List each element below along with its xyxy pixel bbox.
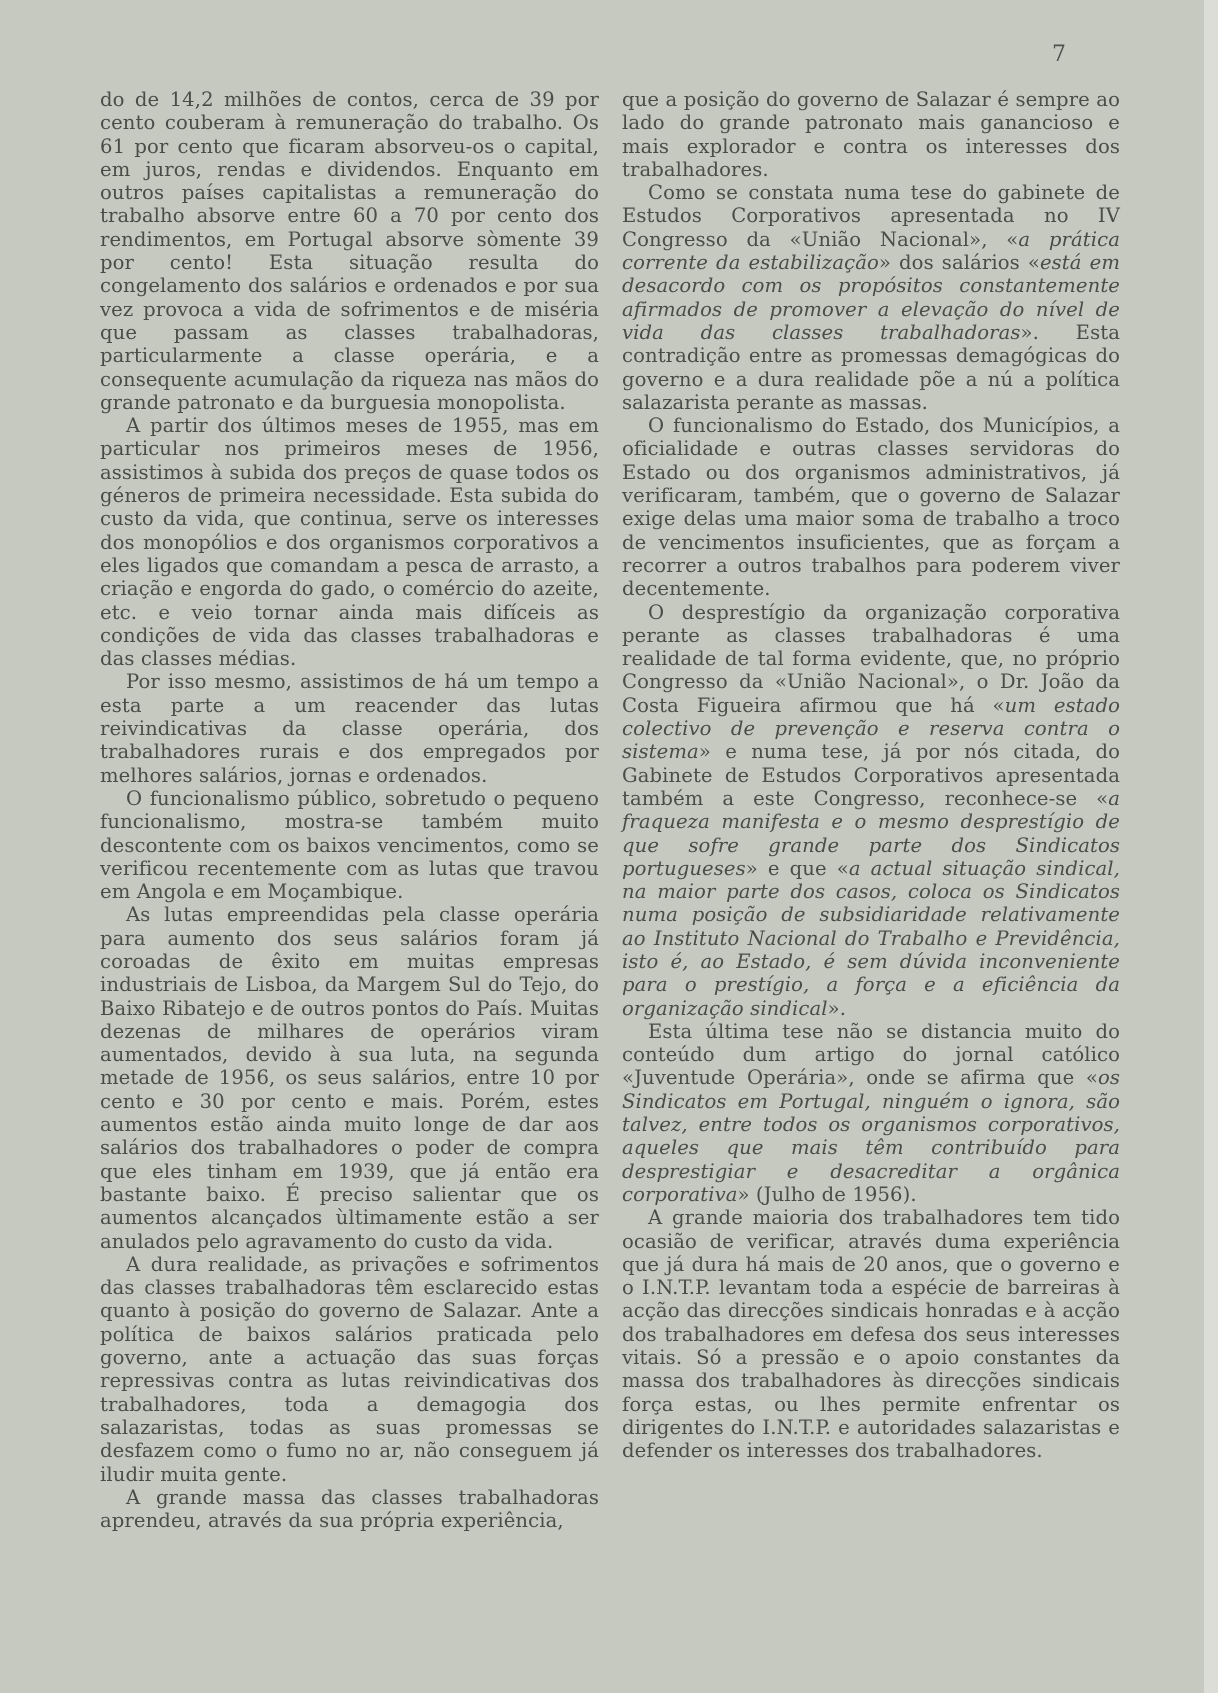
paragraph [622,1206,1120,1462]
text-run: Por isso mesmo, assistimos de há um tempo a esta parte a um reacender das lutas reivindicativas da classe operária, dos trabalhadores rurais e dos empregados por melhores salários, jornas e ordenados. [100,670,599,787]
text-column-right [622,88,1120,1463]
paragraph [622,414,1120,600]
italic-quote: a actual situação sindical, na maior parte dos casos, coloca os Sindicatos numa posição de subsidiaridade relativamente ao Instituto Nacional do Trabalho e Previdência, isto é, ao Estado, é sem dúvida inconveniente para o prestígio, a força e a eficiência da organização sindical [622,856,1120,1020]
italic-quote: está em desacordo com os propósitos constantemente afirmados de promover a elevação do nível de vida das classes trabalhadoras [622,251,1121,344]
text-run: do de 14,2 milhões de contos, cerca de 39 por cento couberam à remuneração do trabalho. Os 61 por cento que ficaram absorveu-os o capital, em juros, rendas e dividendos. Enquanto em outros países capitalistas a remuneração do trabalho absorve entre 60 a 70 por cento dos rendimentos, em Portugal absorve sòmente 39 por cento! Esta situação resulta do congelamento dos salários e ordenados e por sua vez provoca a vida de sofrimentos e de miséria que passam as classes trabalhadoras, particularmente a classe operária, e a consequente acumulação da riqueza nas mãos do grande patronato e da burguesia monopolista. [100,88,599,414]
paragraph [100,414,599,670]
page-number: 7 [1052,42,1066,67]
text-run: » (Julho de 1956). [737,1182,917,1206]
italic-quote: os Sindicatos em Portugal, ninguém o ignora, são talvez, entre todos os organismos corporativos, aqueles que mais têm contribuído para desprestigiar e desacreditar a orgânica corporativa [622,1066,1120,1206]
text-column-left [100,88,599,1532]
paragraph [622,181,1120,414]
text-run: A grande maioria dos trabalhadores tem tido ocasião de verificar, através duma experiência que já dura há mais de 20 anos, que o governo e o I.N.T.P. levantam toda a espécie de barreiras à acção das direcções sindicais honradas e à acção dos trabalhadores em defesa dos seus interesses vitais. Só a pressão e o apoio constantes da massa dos trabalhadores às direcções sindicais força estas, ou lhes permite enfrentar os dirigentes do I.N.T.P. e autoridades salazaristas e defender os interesses dos trabalhadores. [622,1206,1120,1463]
paragraph [100,787,599,903]
text-run: A grande massa das classes trabalhadoras aprendeu, através da sua própria experiência, [100,1485,599,1533]
text-run: Esta última tese não se distancia muito do conteúdo dum artigo do jornal católico «Juventude Operária», onde se afirma que « [622,1019,1120,1090]
text-run: ». Esta contradição entre as promessas demagógicas do governo e a dura realidade põe a nú a política salazarista perante as massas. [622,320,1120,414]
paragraph [100,88,599,414]
text-run: ». [827,996,847,1020]
paragraph [100,670,599,786]
text-run: O funcionalismo do Estado, dos Municípios, a oficialidade e outras classes servidoras do Estado ou dos organismos administrativos, já verificaram, também, que o governo de Salazar exige delas uma maior soma de trabalho a troco de vencimentos insuficientes, que as forçam a recorrer a outros trabalhos para poderem viver decentemente. [622,414,1120,601]
italic-quote: a prática corrente da estabilização [622,227,1120,275]
text-run: A dura realidade, as privações e sofrimentos das classes trabalhadoras têm esclarecido estas quanto à posição do governo de Salazar. Ante a política de baixos salários praticada pelo governo, ante a actuação das suas forças repressivas contra as lutas reivindicativas dos trabalhadores, toda a demagogia dos salazaristas, todas as suas promessas se desfazem como o fumo no ar, não conseguem já iludir muita gente. [100,1252,599,1486]
text-run: » e que « [745,856,849,880]
paragraph [622,1020,1120,1206]
text-run: » e numa tese, já por nós citada, do Gabinete de Estudos Corporativos apresentada também a este Congresso, reconhece-se « [622,740,1120,810]
page-edge [1204,0,1218,1693]
paragraph [100,1486,599,1533]
text-run: A partir dos últimos meses de 1955, mas em particular nos primeiros meses de 1956, assistimos à subida dos preços de quase todos os géneros de primeira necessidade. Esta subida do custo da vida, que continua, serve os interesses dos monopólios e dos organismos corporativos a eles ligados que comandam a pesca de arrasto, a criação e engorda do gado, o comércio do azeite, etc. e veio tornar ainda mais difíceis as condições de vida das classes trabalhadoras e das classes médias. [100,414,599,671]
text-run: Como se constata numa tese do gabinete de Estudos Corporativos apresentada no IV Congresso da «União Nacional», « [622,181,1120,251]
paragraph [622,88,1120,181]
text-run: O desprestígio da organização corporativa perante as classes trabalhadoras é uma realidade de tal forma evidente, que, no próprio Congresso da «União Nacional», o Dr. João da Costa Figueira afirmou que há « [622,600,1120,717]
text-run: » dos salários « [878,251,1040,275]
italic-quote: a fraqueza manifesta e o mesmo desprestígio de que sofre grande parte dos Sindicatos portugueses [622,786,1120,880]
text-run: O funcionalismo público, sobretudo o pequeno funcionalismo, mostra-se também muito descontente com os baixos vencimentos, como se verificou recentemente com as lutas que travou em Angola e em Moçambique. [100,786,599,904]
text-run: As lutas empreendidas pela classe operária para aumento dos seus salários foram já coroadas de êxito em muitas empresas industriais de Lisboa, da Margem Sul do Tejo, do Baixo Ribatejo e de outros pontos do País. Muitas dezenas de milhares de operários viram aumentados, devido à sua luta, na segunda metade de 1956, os seus salários, entre 10 por cento e 30 por cento e mais. Porém, estes aumentos estão ainda muito longe de dar aos salários dos trabalhadores o poder de compra que eles tinham em 1939, que já então era bastante baixo. É preciso salientar que os aumentos alcançados ùltimamente estão a ser anulados pelo agravamento do custo da vida. [100,903,599,1253]
italic-quote: um estado colectivo de prevenção e reserva contra o sistema [622,693,1121,764]
text-run: que a posição do governo de Salazar é sempre ao lado do grande patronato mais ganancioso e mais explorador e contra os interesses dos trabalhadores. [622,88,1120,181]
paragraph [100,1253,599,1486]
paragraph [100,903,599,1252]
paragraph [622,601,1120,1020]
